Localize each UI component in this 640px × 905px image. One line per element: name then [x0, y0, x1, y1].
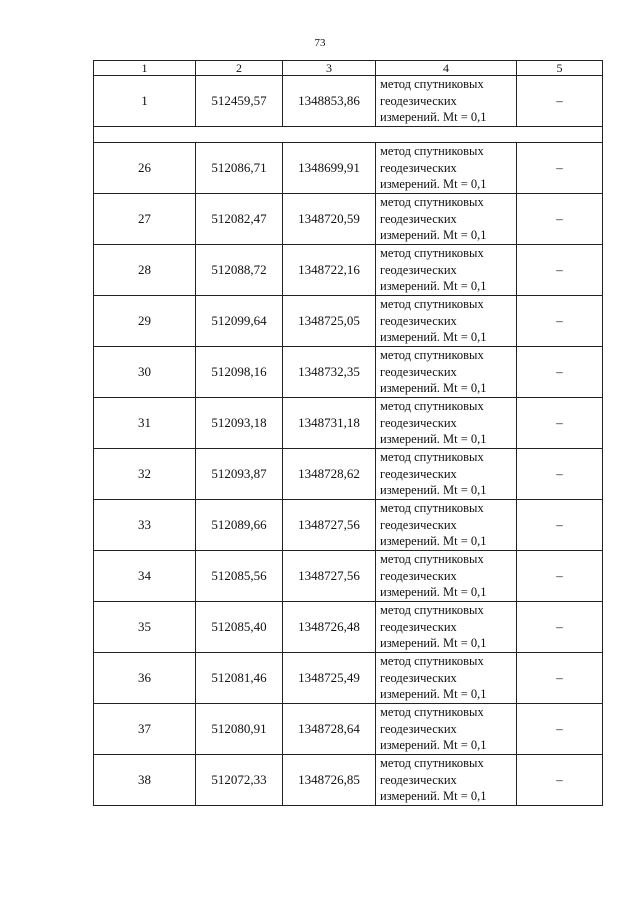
method-line: измерений. Mt = 0,1: [380, 585, 487, 600]
method-cell: [376, 755, 517, 806]
point-number-cell: 28: [94, 245, 196, 296]
table-row: [94, 551, 603, 602]
gap-cell: [94, 127, 603, 143]
point-number-cell: 30: [94, 347, 196, 398]
method-line: геодезических: [380, 160, 457, 175]
method-line: метод спутниковых: [380, 603, 484, 618]
method-line: метод спутниковых: [380, 144, 484, 159]
method-line: измерений. Mt = 0,1: [380, 636, 487, 651]
table-gap-row: [94, 127, 603, 143]
x-coordinate-cell: 512085,56: [196, 551, 283, 602]
note-cell: –: [517, 551, 603, 602]
method-line: измерений. Mt = 0,1: [380, 228, 487, 243]
method-line: геодезических: [380, 568, 457, 583]
header-cell: 5: [517, 61, 603, 76]
header-cell: 4: [376, 61, 517, 76]
method-cell: [376, 76, 517, 127]
method-cell: [376, 296, 517, 347]
method-line: геодезических: [380, 517, 457, 532]
table-row: [94, 653, 603, 704]
note-cell: –: [517, 347, 603, 398]
point-number-cell: 36: [94, 653, 196, 704]
note-cell: –: [517, 755, 603, 806]
method-cell: [376, 449, 517, 500]
table-row: [94, 347, 603, 398]
method-line: метод спутниковых: [380, 756, 484, 771]
table-row: [94, 143, 603, 194]
method-line: метод спутниковых: [380, 246, 484, 261]
point-number-cell: 1: [94, 76, 196, 127]
method-line: геодезических: [380, 619, 457, 634]
method-line: измерений. Mt = 0,1: [380, 483, 487, 498]
y-coordinate-cell: 1348726,85: [283, 755, 376, 806]
table-row: [94, 449, 603, 500]
note-cell: –: [517, 194, 603, 245]
point-number-cell: 35: [94, 602, 196, 653]
method-line: геодезических: [380, 364, 457, 379]
point-number-cell: 38: [94, 755, 196, 806]
method-line: метод спутниковых: [380, 297, 484, 312]
point-number-cell: 29: [94, 296, 196, 347]
method-line: измерений. Mt = 0,1: [380, 110, 487, 125]
method-cell: [376, 245, 517, 296]
method-line: измерений. Mt = 0,1: [380, 177, 487, 192]
method-cell: [376, 398, 517, 449]
y-coordinate-cell: 1348720,59: [283, 194, 376, 245]
note-cell: –: [517, 500, 603, 551]
method-line: измерений. Mt = 0,1: [380, 381, 487, 396]
table-row: [94, 602, 603, 653]
note-cell: –: [517, 296, 603, 347]
y-coordinate-cell: 1348722,16: [283, 245, 376, 296]
method-line: геодезических: [380, 466, 457, 481]
method-line: геодезических: [380, 313, 457, 328]
y-coordinate-cell: 1348731,18: [283, 398, 376, 449]
method-line: метод спутниковых: [380, 705, 484, 720]
method-line: геодезических: [380, 211, 457, 226]
table-row: [94, 500, 603, 551]
y-coordinate-cell: 1348728,64: [283, 704, 376, 755]
y-coordinate-cell: 1348725,49: [283, 653, 376, 704]
point-number-cell: 26: [94, 143, 196, 194]
x-coordinate-cell: 512093,18: [196, 398, 283, 449]
note-cell: –: [517, 449, 603, 500]
x-coordinate-cell: 512093,87: [196, 449, 283, 500]
y-coordinate-cell: 1348726,48: [283, 602, 376, 653]
table-row: [94, 704, 603, 755]
method-line: геодезических: [380, 772, 457, 787]
method-line: измерений. Mt = 0,1: [380, 738, 487, 753]
note-cell: –: [517, 602, 603, 653]
method-line: метод спутниковых: [380, 399, 484, 414]
method-line: геодезических: [380, 262, 457, 277]
method-cell: [376, 143, 517, 194]
method-line: измерений. Mt = 0,1: [380, 789, 487, 804]
method-cell: [376, 194, 517, 245]
method-line: измерений. Mt = 0,1: [380, 432, 487, 447]
y-coordinate-cell: 1348725,05: [283, 296, 376, 347]
method-line: измерений. Mt = 0,1: [380, 330, 487, 345]
method-line: метод спутниковых: [380, 552, 484, 567]
method-line: метод спутниковых: [380, 450, 484, 465]
method-cell: [376, 347, 517, 398]
method-line: метод спутниковых: [380, 348, 484, 363]
x-coordinate-cell: 512081,46: [196, 653, 283, 704]
x-coordinate-cell: 512099,64: [196, 296, 283, 347]
method-line: метод спутниковых: [380, 501, 484, 516]
method-line: геодезических: [380, 415, 457, 430]
method-line: метод спутниковых: [380, 654, 484, 669]
note-cell: –: [517, 653, 603, 704]
method-line: измерений. Mt = 0,1: [380, 687, 487, 702]
y-coordinate-cell: 1348732,35: [283, 347, 376, 398]
point-number-cell: 37: [94, 704, 196, 755]
point-number-cell: 31: [94, 398, 196, 449]
header-cell: 2: [196, 61, 283, 76]
x-coordinate-cell: 512459,57: [196, 76, 283, 127]
method-line: измерений. Mt = 0,1: [380, 279, 487, 294]
method-cell: [376, 602, 517, 653]
note-cell: –: [517, 76, 603, 127]
point-number-cell: 32: [94, 449, 196, 500]
x-coordinate-cell: 512098,16: [196, 347, 283, 398]
x-coordinate-cell: 512082,47: [196, 194, 283, 245]
header-cell: 1: [94, 61, 196, 76]
method-cell: [376, 551, 517, 602]
x-coordinate-cell: 512080,91: [196, 704, 283, 755]
point-number-cell: 33: [94, 500, 196, 551]
method-line: измерений. Mt = 0,1: [380, 534, 487, 549]
method-line: геодезических: [380, 670, 457, 685]
y-coordinate-cell: 1348727,56: [283, 500, 376, 551]
note-cell: –: [517, 143, 603, 194]
y-coordinate-cell: 1348727,56: [283, 551, 376, 602]
note-cell: –: [517, 704, 603, 755]
y-coordinate-cell: 1348853,86: [283, 76, 376, 127]
table-row: [94, 76, 603, 127]
header-cell: 3: [283, 61, 376, 76]
table-header-row: [94, 61, 603, 76]
table-row: [94, 194, 603, 245]
method-cell: [376, 500, 517, 551]
table-row: [94, 755, 603, 806]
method-cell: [376, 653, 517, 704]
method-line: метод спутниковых: [380, 77, 484, 92]
coordinates-table: [93, 60, 603, 806]
x-coordinate-cell: 512072,33: [196, 755, 283, 806]
x-coordinate-cell: 512085,40: [196, 602, 283, 653]
method-cell: [376, 704, 517, 755]
method-line: метод спутниковых: [380, 195, 484, 210]
method-line: геодезических: [380, 721, 457, 736]
x-coordinate-cell: 512089,66: [196, 500, 283, 551]
x-coordinate-cell: 512088,72: [196, 245, 283, 296]
x-coordinate-cell: 512086,71: [196, 143, 283, 194]
method-line: геодезических: [380, 93, 457, 108]
y-coordinate-cell: 1348728,62: [283, 449, 376, 500]
table-row: [94, 398, 603, 449]
table-row: [94, 245, 603, 296]
note-cell: –: [517, 245, 603, 296]
point-number-cell: 27: [94, 194, 196, 245]
page-number: 73: [314, 37, 326, 49]
point-number-cell: 34: [94, 551, 196, 602]
note-cell: –: [517, 398, 603, 449]
y-coordinate-cell: 1348699,91: [283, 143, 376, 194]
table-row: [94, 296, 603, 347]
